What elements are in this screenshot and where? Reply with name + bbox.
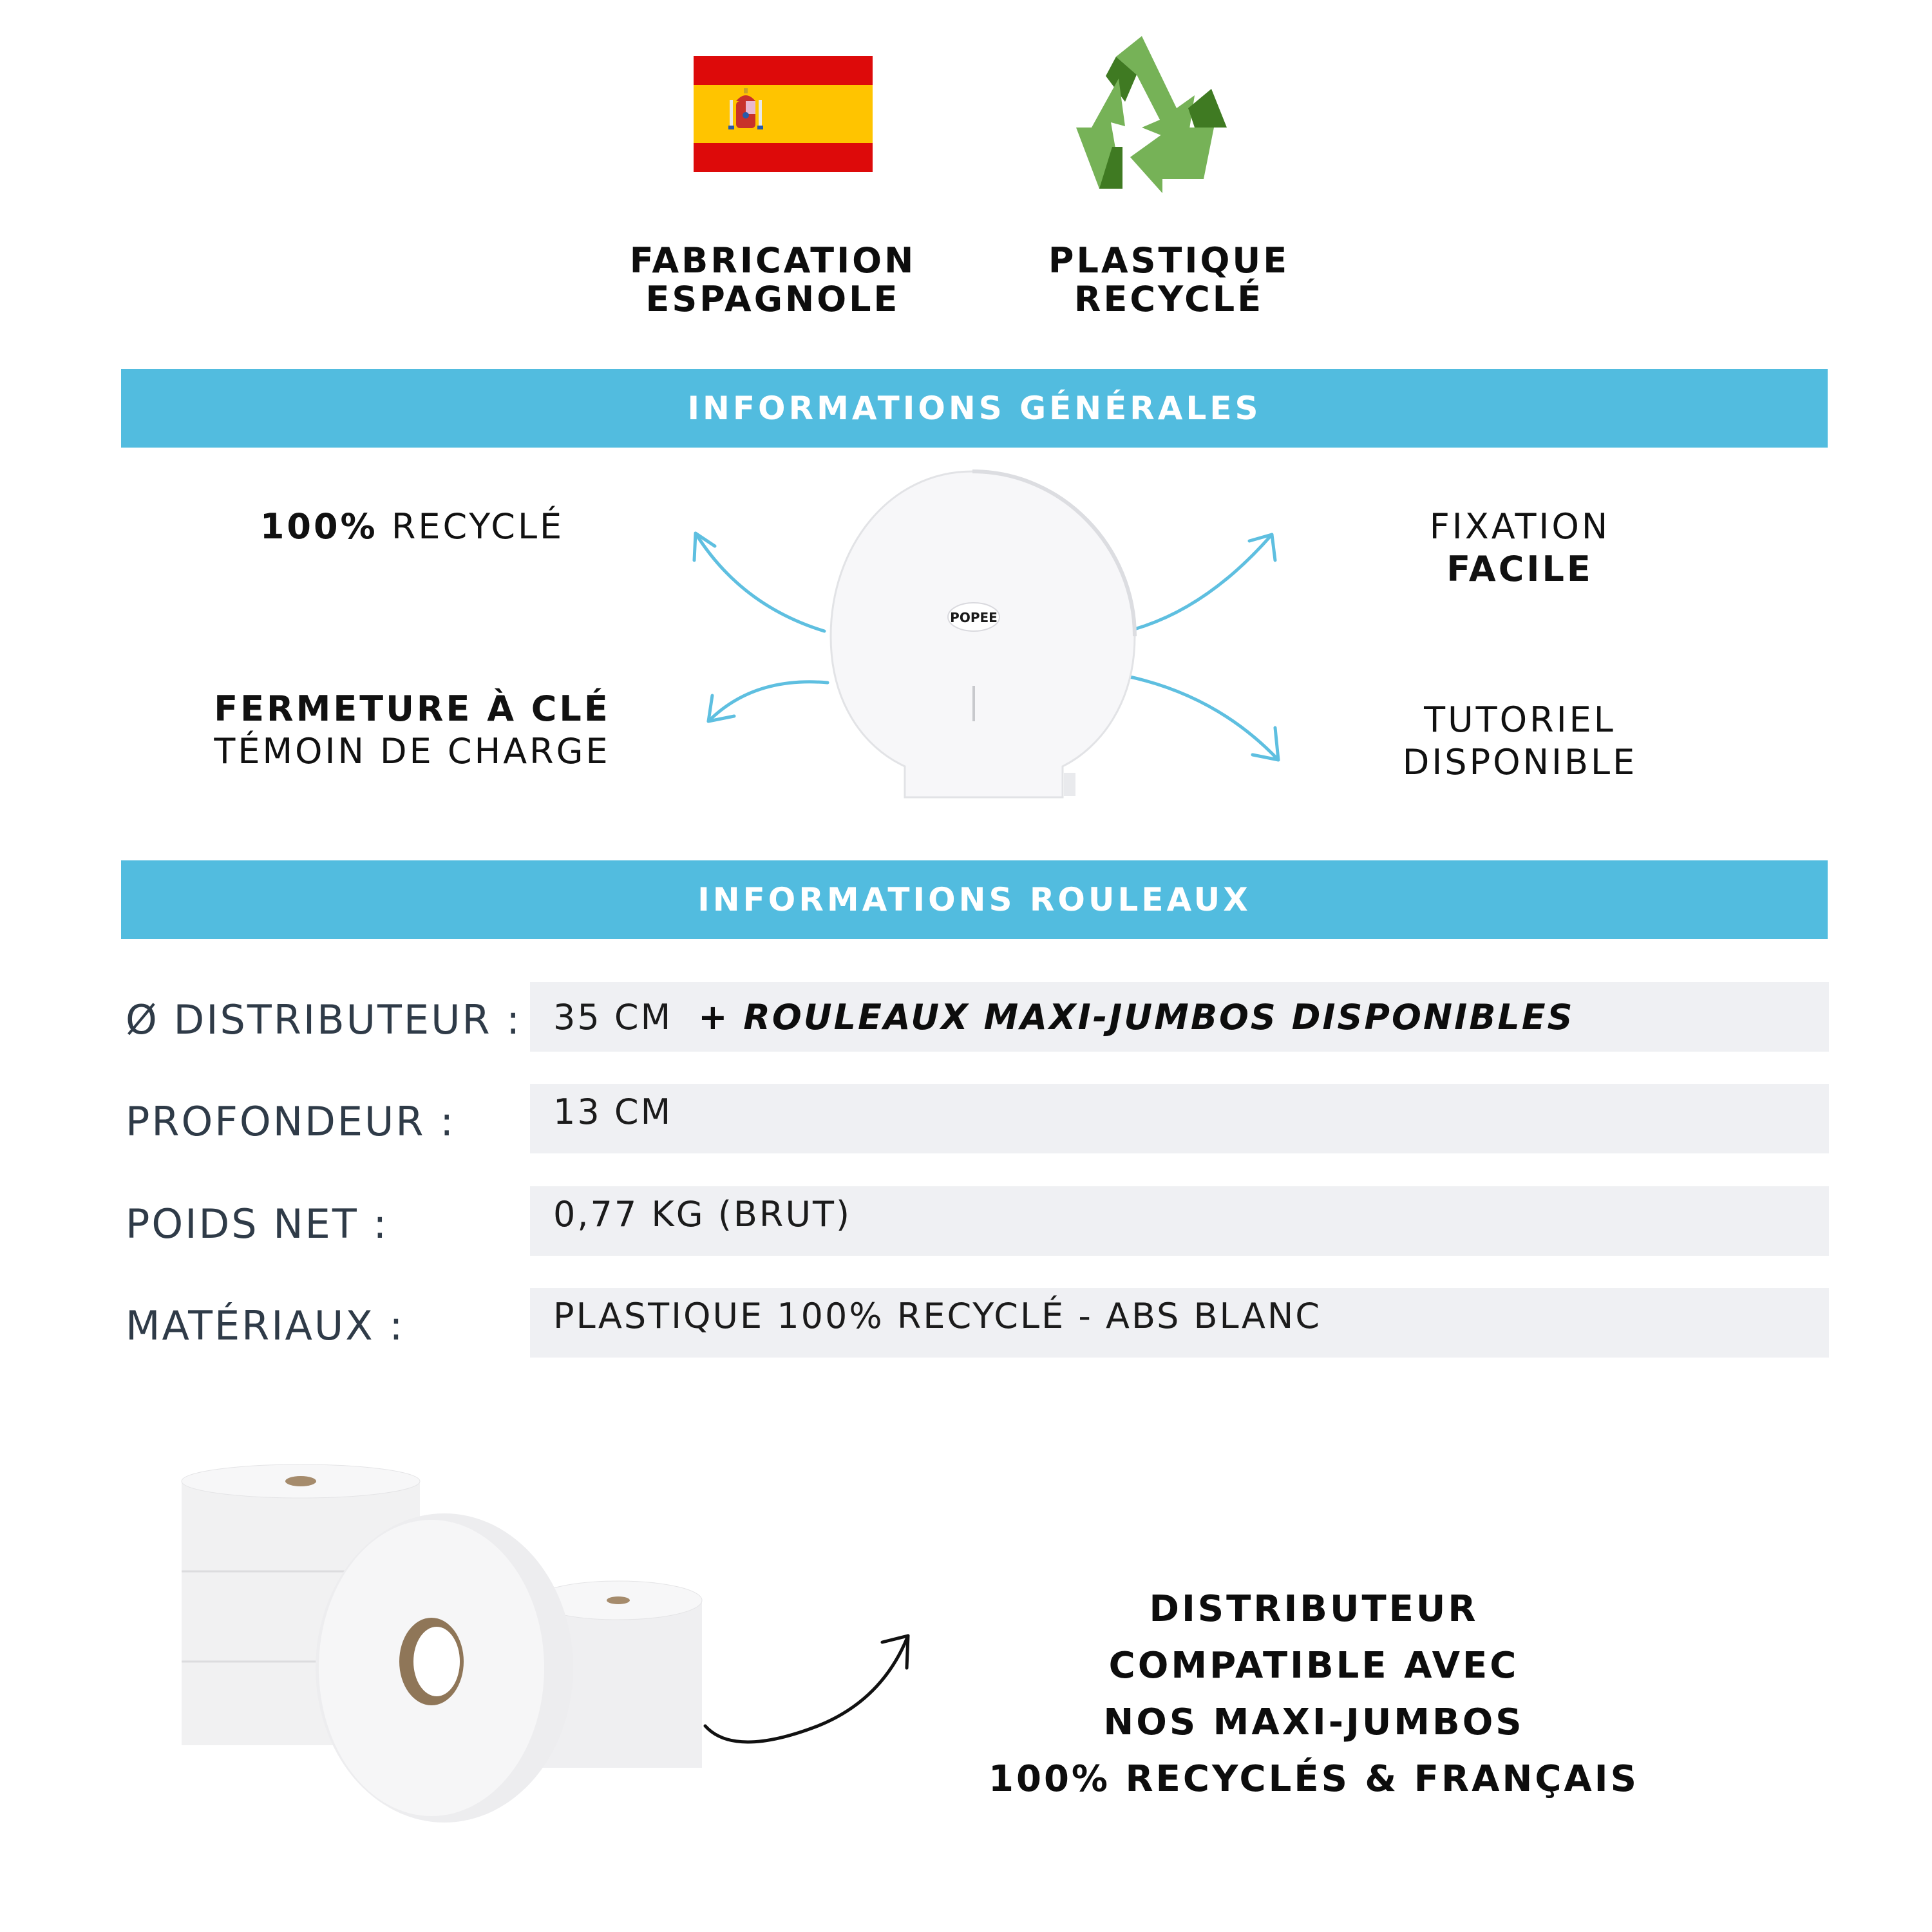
feature-light-text: DISPONIBLE xyxy=(1402,742,1638,782)
spec-extra-note: + ROULEAUX MAXI-JUMBOS DISPONIBLES xyxy=(698,996,1575,1037)
feature-recycled xyxy=(193,506,631,548)
brand-logo: POPEE xyxy=(950,610,998,625)
spec-row-depth xyxy=(126,1084,1832,1153)
badge-recycled-plastic xyxy=(989,242,1349,319)
feature-tutorial xyxy=(1340,699,1700,784)
spec-value-box xyxy=(530,982,1829,1052)
compatibility-note xyxy=(966,1581,1662,1808)
spec-label: POIDS NET : xyxy=(126,1200,389,1247)
spec-row-diameter xyxy=(126,982,1832,1052)
badge-line: RECYCLÉ xyxy=(1074,279,1264,319)
section-header-rolls: INFORMATIONS ROULEAUX xyxy=(121,860,1828,939)
badge-line: ESPAGNOLE xyxy=(645,279,900,319)
compat-line: NOS MAXI-JUMBOS xyxy=(1103,1701,1524,1743)
spec-value: 0,77 KG (BRUT) xyxy=(553,1194,852,1235)
spec-label: Ø DISTRIBUTEUR : xyxy=(126,996,522,1043)
feature-light-text: TUTORIEL xyxy=(1424,699,1616,740)
spec-value: 13 CM xyxy=(553,1092,673,1132)
compat-line: 100% RECYCLÉS & FRANÇAIS xyxy=(989,1758,1639,1800)
spec-row-weight xyxy=(126,1186,1832,1256)
spec-value: PLASTIQUE 100% RECYCLÉ - ABS BLANC xyxy=(553,1296,1321,1336)
spec-value: 35 CM xyxy=(553,996,673,1037)
badge-line: FABRICATION xyxy=(629,240,916,281)
toilet-rolls-image xyxy=(174,1455,934,1829)
feature-bold-text: 100% xyxy=(260,506,378,547)
dispenser-product-image xyxy=(670,464,1301,811)
spec-value-box xyxy=(530,1084,1829,1153)
feature-bold-text: FERMETURE À CLÉ xyxy=(214,688,611,729)
badge-spanish-manufacturing xyxy=(592,242,953,319)
feature-light-text: TÉMOIN DE CHARGE xyxy=(214,731,611,772)
spec-value-box xyxy=(530,1288,1829,1358)
spec-value-box xyxy=(530,1186,1829,1256)
compat-line: DISTRIBUTEUR xyxy=(1149,1588,1479,1630)
feature-light-text: FIXATION xyxy=(1429,506,1611,547)
feature-key-lock xyxy=(161,688,663,773)
spec-label: MATÉRIAUX : xyxy=(126,1302,405,1349)
compat-line: COMPATIBLE AVEC xyxy=(1108,1645,1519,1687)
spain-flag-icon xyxy=(694,56,873,172)
section-header-general: INFORMATIONS GÉNÉRALES xyxy=(121,369,1828,448)
spec-label: PROFONDEUR : xyxy=(126,1098,456,1145)
feature-easy-mounting xyxy=(1352,506,1687,591)
feature-bold-text: FACILE xyxy=(1446,549,1593,589)
spec-row-materials xyxy=(126,1288,1832,1358)
feature-light-text: RECYCLÉ xyxy=(377,506,565,547)
badge-line: PLASTIQUE xyxy=(1048,240,1290,281)
recycle-icon xyxy=(1066,31,1233,195)
